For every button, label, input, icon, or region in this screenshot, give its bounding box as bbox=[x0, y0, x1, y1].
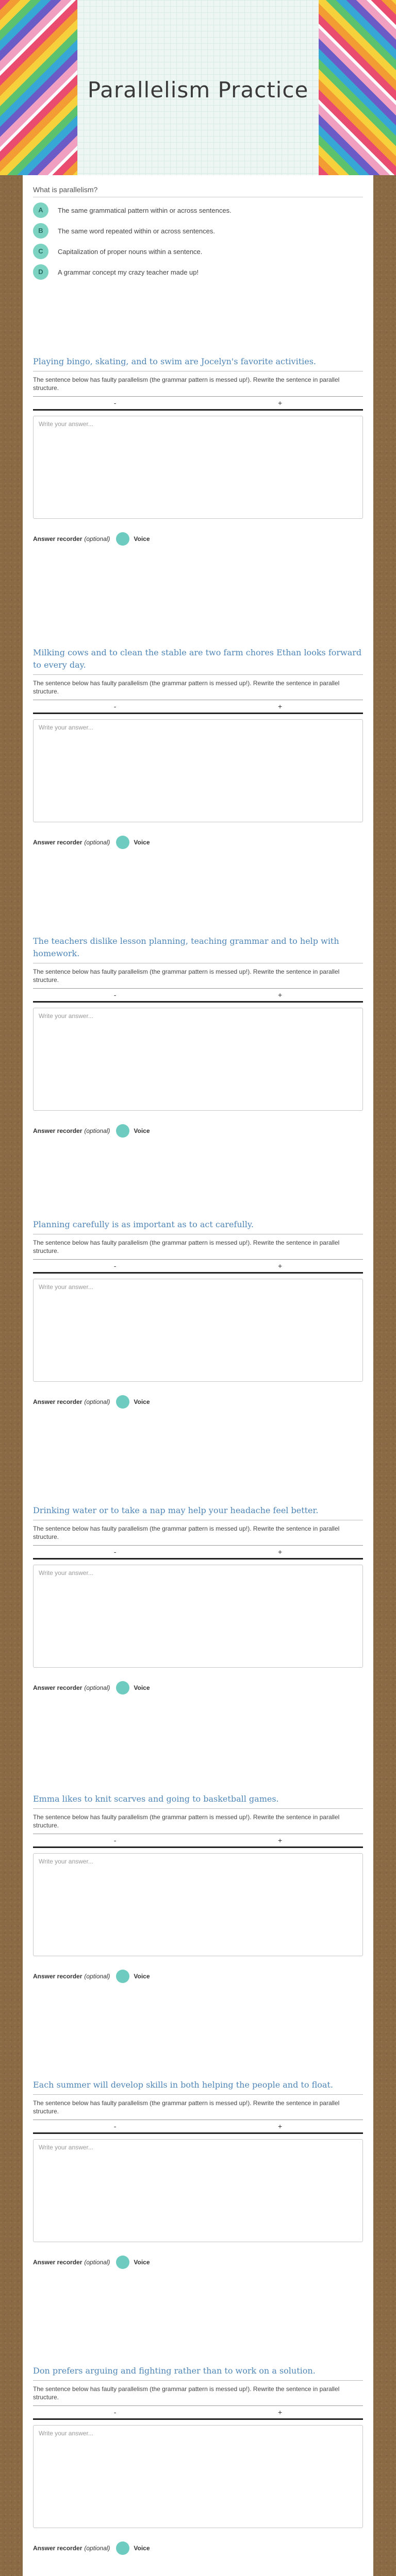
item-instruction: The sentence below has faulty parallelism (the grammar pattern is messed up!). Rewrite the sentence in parallel structure. bbox=[33, 1814, 340, 1829]
answer-input[interactable]: Write your answer... bbox=[33, 1565, 363, 1668]
plus-label: + bbox=[278, 399, 283, 407]
plus-label: + bbox=[278, 1262, 283, 1270]
feedback-row bbox=[33, 1834, 363, 1848]
voice-label: Voice bbox=[134, 1398, 150, 1405]
item-sentence: Planning carefully is as important as to act carefully. bbox=[33, 1219, 254, 1229]
plus-label: + bbox=[278, 2408, 283, 2416]
header-banner bbox=[0, 0, 396, 175]
minus-label: - bbox=[113, 2122, 117, 2130]
recorder-label: Answer recorder bbox=[33, 839, 82, 846]
item-block-1 bbox=[33, 355, 363, 546]
answer-recorder bbox=[33, 1124, 363, 1138]
divider bbox=[33, 674, 363, 675]
answer-recorder bbox=[33, 532, 363, 546]
option-b[interactable] bbox=[33, 223, 363, 239]
option-letter: D bbox=[33, 264, 48, 280]
recorder-label: Answer recorder bbox=[33, 1973, 82, 1980]
intro-question bbox=[33, 185, 363, 280]
recorder-optional: (optional) bbox=[84, 1684, 110, 1691]
plus-label: + bbox=[278, 1836, 283, 1844]
minus-label: - bbox=[113, 399, 117, 407]
minus-label: - bbox=[113, 1548, 117, 1556]
recorder-optional: (optional) bbox=[84, 1973, 110, 1980]
item-instruction: The sentence below has faulty parallelism (the grammar pattern is messed up!). Rewrite the sentence in parallel structure. bbox=[33, 2099, 340, 2115]
minus-label: - bbox=[113, 2408, 117, 2416]
answer-recorder bbox=[33, 1681, 363, 1694]
voice-label: Voice bbox=[134, 1684, 150, 1691]
answer-input[interactable]: Write your answer... bbox=[33, 719, 363, 822]
voice-label: Voice bbox=[134, 839, 150, 846]
answer-recorder bbox=[33, 2256, 363, 2269]
item-sentence: Emma likes to knit scarves and going to basketball games. bbox=[33, 1794, 279, 1804]
item-block-6 bbox=[33, 1793, 363, 1983]
recorder-label: Answer recorder bbox=[33, 1127, 82, 1134]
item-sentence: Playing bingo, skating, and to swim are Jocelyn's favorite activities. bbox=[33, 357, 317, 366]
answer-recorder bbox=[33, 2541, 363, 2555]
answer-recorder bbox=[33, 1970, 363, 1983]
voice-label: Voice bbox=[134, 1973, 150, 1980]
option-text: Capitalization of proper nouns within a sentence. bbox=[58, 247, 203, 256]
minus-label: - bbox=[113, 991, 117, 999]
option-letter: C bbox=[33, 244, 48, 259]
minus-label: - bbox=[113, 1836, 117, 1844]
item-instruction: The sentence below has faulty parallelism (the grammar pattern is messed up!). Rewrite the sentence in parallel structure. bbox=[33, 1525, 340, 1540]
option-text: The same grammatical pattern within or across sentences. bbox=[58, 206, 232, 214]
item-instruction: The sentence below has faulty parallelism (the grammar pattern is messed up!). Rewrite the sentence in parallel structure. bbox=[33, 680, 340, 695]
plus-label: + bbox=[278, 2122, 283, 2130]
item-instruction: The sentence below has faulty parallelism (the grammar pattern is messed up!). Rewrite the sentence in parallel structure. bbox=[33, 1239, 340, 1255]
recorder-optional: (optional) bbox=[84, 1398, 110, 1405]
option-d[interactable] bbox=[33, 264, 363, 280]
item-instruction: The sentence below has faulty parallelism (the grammar pattern is messed up!). Rewrite the sentence in parallel structure. bbox=[33, 968, 340, 984]
recorder-optional: (optional) bbox=[84, 1127, 110, 1134]
recorder-optional: (optional) bbox=[84, 839, 110, 846]
voice-label: Voice bbox=[134, 535, 150, 543]
plus-label: + bbox=[278, 991, 283, 999]
voice-label: Voice bbox=[134, 2545, 150, 2552]
recorder-label: Answer recorder bbox=[33, 2545, 82, 2552]
item-instruction: The sentence below has faulty parallelism (the grammar pattern is messed up!). Rewrite the sentence in parallel structure. bbox=[33, 2385, 340, 2401]
item-sentence: The teachers dislike lesson planning, teaching grammar and to help with homework. bbox=[33, 936, 339, 958]
question-label: What is parallelism? bbox=[33, 185, 363, 197]
voice-record-button[interactable] bbox=[116, 1395, 129, 1409]
voice-record-button[interactable] bbox=[116, 2541, 129, 2555]
feedback-row bbox=[33, 988, 363, 1003]
divider bbox=[33, 1808, 363, 1809]
item-sentence: Milking cows and to clean the stable are two farm chores Ethan looks forward to every day. bbox=[33, 648, 362, 670]
decorative-stripes-left bbox=[0, 0, 77, 175]
recorder-label: Answer recorder bbox=[33, 535, 82, 543]
voice-record-button[interactable] bbox=[116, 836, 129, 849]
plus-label: + bbox=[278, 1548, 283, 1556]
voice-record-button[interactable] bbox=[116, 1124, 129, 1138]
feedback-row bbox=[33, 700, 363, 714]
plus-label: + bbox=[278, 702, 283, 710]
voice-record-button[interactable] bbox=[116, 532, 129, 546]
item-block-4 bbox=[33, 1218, 363, 1409]
recorder-label: Answer recorder bbox=[33, 1684, 82, 1691]
feedback-row bbox=[33, 2405, 363, 2420]
item-sentence: Don prefers arguing and fighting rather than to work on a solution. bbox=[33, 2366, 316, 2376]
page-title: Parallelism Practice bbox=[87, 77, 309, 103]
minus-label: - bbox=[113, 1262, 117, 1270]
minus-label: - bbox=[113, 702, 117, 710]
voice-label: Voice bbox=[134, 1127, 150, 1134]
voice-record-button[interactable] bbox=[116, 2256, 129, 2269]
worksheet-card bbox=[23, 175, 373, 2576]
answer-input[interactable]: Write your answer... bbox=[33, 1853, 363, 1956]
item-block-8 bbox=[33, 2365, 363, 2555]
option-text: A grammar concept my crazy teacher made up! bbox=[58, 268, 199, 276]
item-instruction: The sentence below has faulty parallelism (the grammar pattern is messed up!). Rewrite the sentence in parallel structure. bbox=[33, 376, 340, 392]
item-block-2 bbox=[33, 647, 363, 849]
recorder-label: Answer recorder bbox=[33, 1398, 82, 1405]
option-letter: B bbox=[33, 223, 48, 239]
option-text: The same word repeated within or across sentences. bbox=[58, 227, 215, 235]
voice-label: Voice bbox=[134, 2259, 150, 2266]
answer-input[interactable]: Write your answer... bbox=[33, 1008, 363, 1111]
item-block-3 bbox=[33, 935, 363, 1138]
feedback-row bbox=[33, 2120, 363, 2134]
item-sentence: Each summer will develop skills in both helping the people and to float. bbox=[33, 2080, 333, 2090]
feedback-row bbox=[33, 1545, 363, 1560]
option-a[interactable] bbox=[33, 202, 363, 218]
answer-recorder bbox=[33, 1395, 363, 1409]
item-block-5 bbox=[33, 1504, 363, 1694]
answer-input[interactable]: Write your answer... bbox=[33, 1279, 363, 1382]
recorder-label: Answer recorder bbox=[33, 2259, 82, 2266]
feedback-row bbox=[33, 1259, 363, 1274]
feedback-row bbox=[33, 396, 363, 411]
option-letter: A bbox=[33, 202, 48, 218]
divider bbox=[33, 2380, 363, 2381]
answer-input[interactable]: Write your answer... bbox=[33, 2425, 363, 2528]
answer-recorder bbox=[33, 836, 363, 849]
divider bbox=[33, 2094, 363, 2095]
answer-input[interactable]: Write your answer... bbox=[33, 416, 363, 519]
voice-record-button[interactable] bbox=[116, 1681, 129, 1694]
answer-input[interactable]: Write your answer... bbox=[33, 2139, 363, 2242]
decorative-stripes-right bbox=[319, 0, 396, 175]
recorder-optional: (optional) bbox=[84, 2259, 110, 2266]
item-block-7 bbox=[33, 2079, 363, 2269]
recorder-optional: (optional) bbox=[84, 2545, 110, 2552]
item-sentence: Drinking water or to take a nap may help your headache feel better. bbox=[33, 1505, 319, 1515]
voice-record-button[interactable] bbox=[116, 1970, 129, 1983]
recorder-optional: (optional) bbox=[84, 535, 110, 543]
option-c[interactable] bbox=[33, 244, 363, 259]
